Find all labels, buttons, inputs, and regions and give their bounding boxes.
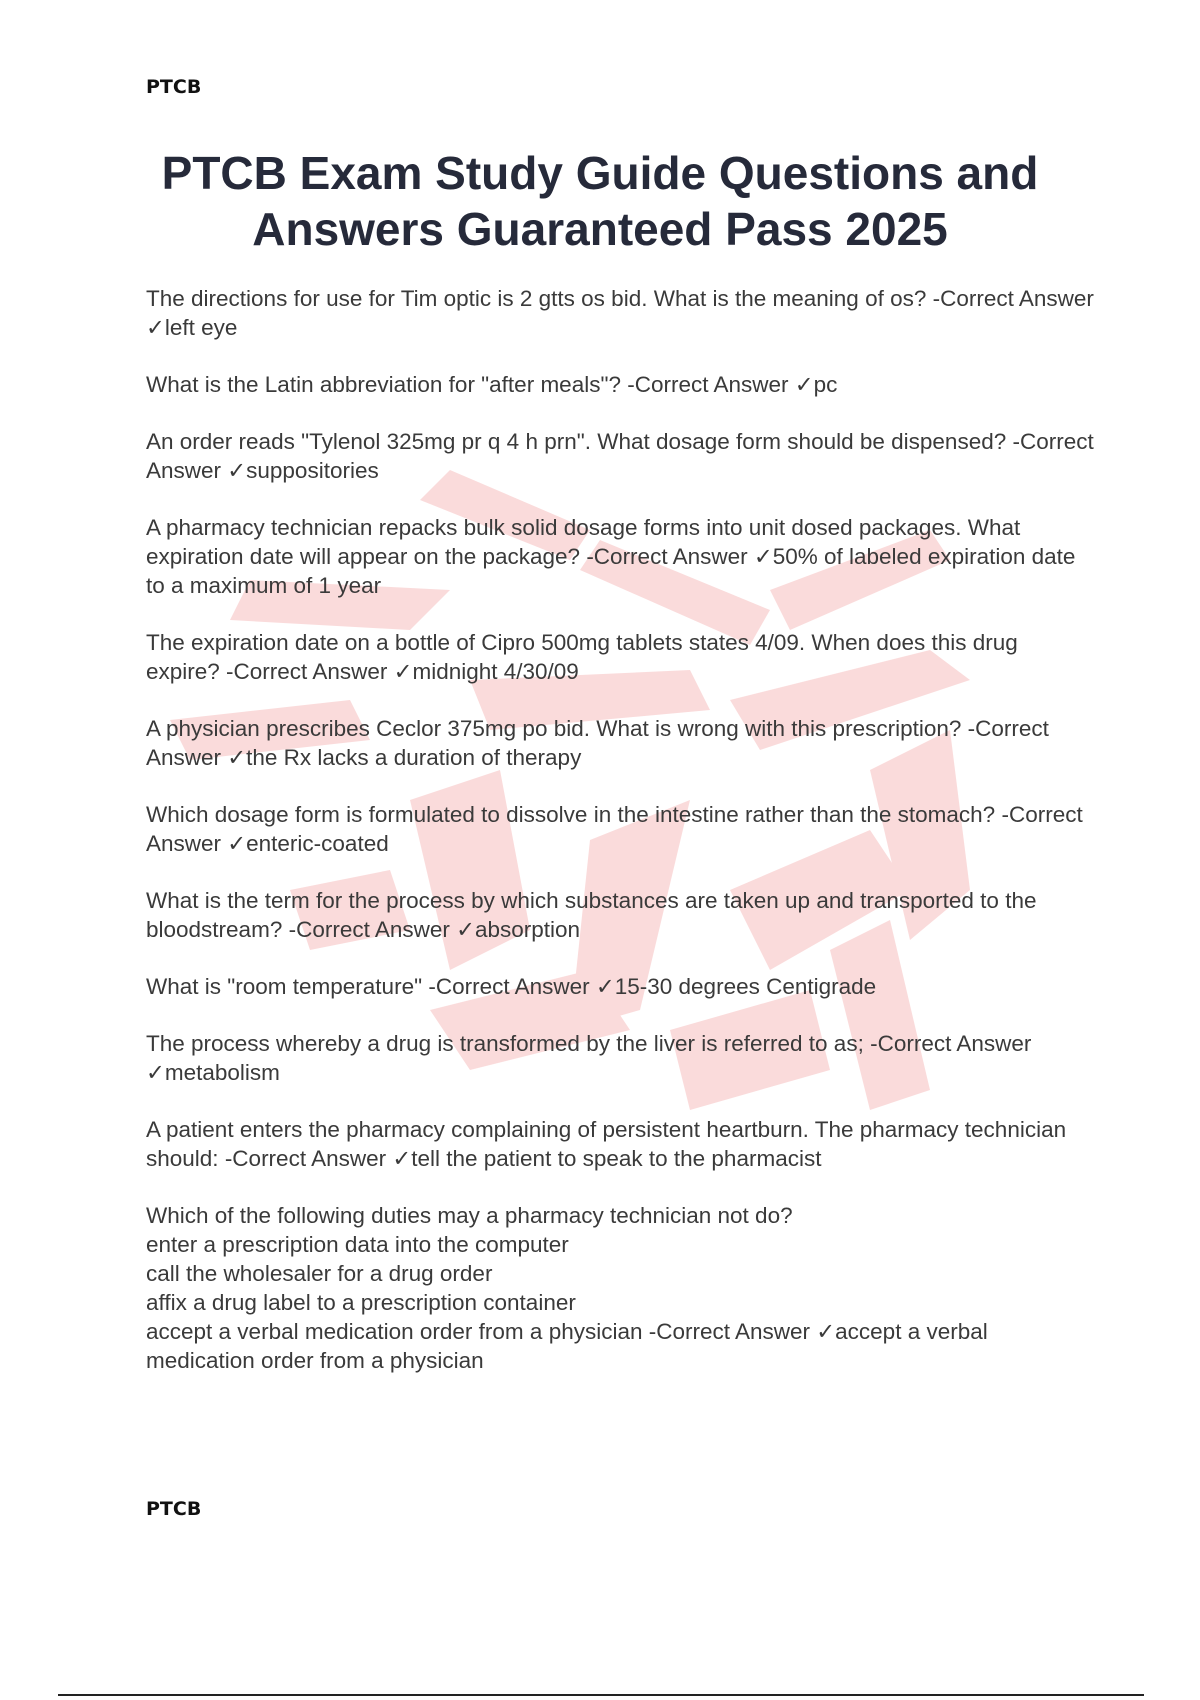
qa-item xyxy=(146,1029,1096,1087)
answer-text: 15-30 degrees Centigrade xyxy=(614,974,877,999)
answer-prefix: -Correct Answer ✓ xyxy=(422,974,615,999)
title-line-1: PTCB Exam Study Guide Questions and xyxy=(161,147,1039,199)
answer-text: the Rx lacks a duration of therapy xyxy=(246,745,582,770)
qa-item xyxy=(146,886,1096,944)
question-text: The directions for use for Tim optic is 2 gtts os bid. What is the meaning of os? xyxy=(146,286,927,311)
qa-item xyxy=(146,714,1096,772)
answer-text: accept a verbal medication order from a physician xyxy=(146,1319,988,1373)
qa-item xyxy=(146,284,1096,342)
answer-text: midnight 4/30/09 xyxy=(412,659,579,684)
answer-text: enteric-coated xyxy=(246,831,389,856)
answer-prefix: -Correct Answer ✓ xyxy=(219,659,413,684)
answer-prefix: -Correct Answer ✓ xyxy=(218,1146,412,1171)
answer-text: metabolism xyxy=(164,1060,280,1085)
answer-prefix: -Correct Answer ✓ xyxy=(146,429,1094,483)
qa-item xyxy=(146,972,1096,1001)
answer-prefix: -Correct Answer ✓ xyxy=(580,544,773,569)
question-text: A pharmacy technician repacks bulk solid dosage forms into unit dosed packages. What expiration date will appear on the package? xyxy=(146,515,1021,569)
answer-prefix: -Correct Answer ✓ xyxy=(146,716,1049,770)
page-title xyxy=(100,145,1100,257)
answer-text: pc xyxy=(813,372,838,397)
answer-prefix: -Correct Answer ✓ xyxy=(642,1319,836,1344)
answer-prefix: -Correct Answer ✓ xyxy=(146,802,1083,856)
page-footer-label: PTCB xyxy=(146,1498,202,1520)
question-text: The process whereby a drug is transformed by the liver is referred to as; xyxy=(146,1031,864,1056)
option-text: enter a prescription data into the computer xyxy=(146,1232,569,1257)
question-text: What is the term for the process by which substances are taken up and transported to the bloodstream? xyxy=(146,888,1037,942)
question-text: What is the Latin abbreviation for "after meals"? xyxy=(146,372,621,397)
option-text: accept a verbal medication order from a physician xyxy=(146,1319,643,1344)
question-text: What is "room temperature" xyxy=(146,974,423,999)
question-text: Which dosage form is formulated to dissolve in the intestine rather than the stomach? xyxy=(146,802,996,827)
question-text: Which of the following duties may a pharmacy technician not do? xyxy=(146,1203,793,1228)
answer-text: tell the patient to speak to the pharmacist xyxy=(411,1146,822,1171)
question-text: A physician prescribes Ceclor 375mg po bid. What is wrong with this prescription? xyxy=(146,716,962,741)
answer-prefix: -Correct Answer ✓ xyxy=(146,1031,1032,1085)
answer-text: left eye xyxy=(164,315,238,340)
answer-prefix: -Correct Answer ✓ xyxy=(620,372,814,397)
qa-item xyxy=(146,628,1096,686)
answer-text: suppositories xyxy=(246,458,379,483)
answer-text: absorption xyxy=(475,917,581,942)
qa-item xyxy=(146,513,1096,600)
page-header-label: PTCB xyxy=(146,76,202,98)
bottom-divider xyxy=(58,1694,1144,1696)
qa-item xyxy=(146,427,1096,485)
title-line-2: Answers Guaranteed Pass 2025 xyxy=(252,203,948,255)
question-text: The expiration date on a bottle of Cipro 500mg tablets states 4/09. When does this drug expire? xyxy=(146,630,1018,684)
question-text: A patient enters the pharmacy complaining of persistent heartburn. The pharmacy technician should: xyxy=(146,1117,1067,1171)
answer-prefix: -Correct Answer ✓ xyxy=(146,286,1094,340)
option-text: call the wholesaler for a drug order xyxy=(146,1261,493,1286)
answer-text: 50% of labeled expiration date to a maximum of 1 year xyxy=(146,544,1076,598)
qa-item xyxy=(146,800,1096,858)
question-text: An order reads "Tylenol 325mg pr q 4 h prn". What dosage form should be dispensed? xyxy=(146,429,1007,454)
qa-item xyxy=(146,1115,1096,1173)
qa-item xyxy=(146,370,1096,399)
qa-item-multiple-choice xyxy=(146,1201,1096,1375)
qa-list xyxy=(146,284,1096,1403)
answer-prefix: -Correct Answer ✓ xyxy=(282,917,475,942)
option-text: affix a drug label to a prescription container xyxy=(146,1290,576,1315)
